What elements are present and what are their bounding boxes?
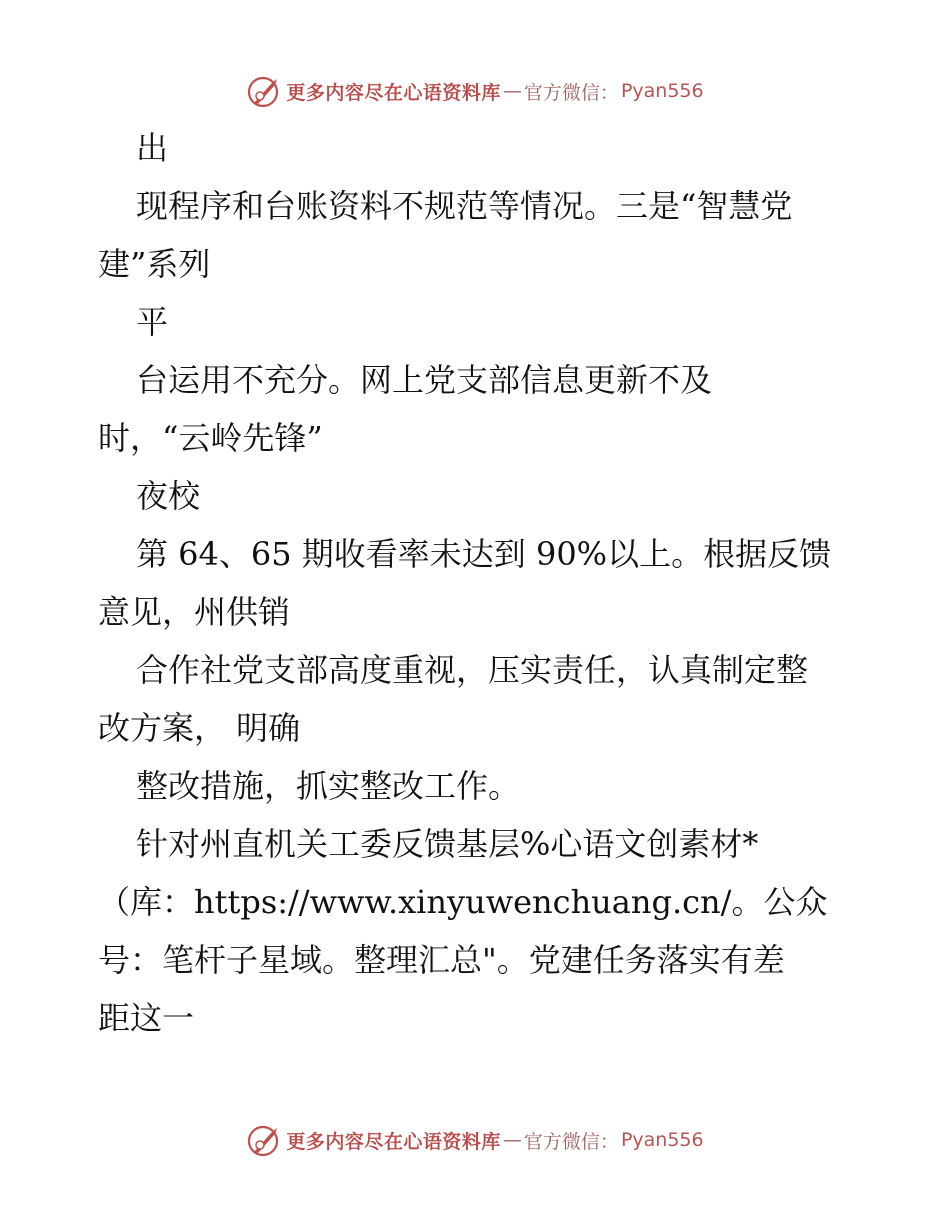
banner-dash: — [502,80,522,102]
text-line: 时，“云岭先锋” [98,419,323,457]
pen-nib-logo-icon [246,73,282,109]
text-line: 夜校 [136,477,201,515]
text-line: 针对州直机关工委反馈基层%心语文创素材* [136,825,759,863]
text-line: 合作社党支部高度重视，压实责任，认真制定整 [136,651,809,689]
banner-title: 更多内容尽在心语资料库 [286,1130,501,1153]
footer-banner [0,1120,950,1160]
banner-wechat-label: 官方微信： [523,1130,619,1153]
text-line: 建”系列 [98,245,211,283]
text-line: （库：https://www.xinyuwenchuang.cn/。公众 [98,883,828,921]
text-line: 整改措施，抓实整改工作。 [136,767,521,805]
text-line: 号：笔杆子星域。整理汇总"。党建任务落实有差 [98,941,785,979]
text-line: 平 [136,303,169,341]
pen-nib-logo-icon [246,1122,282,1158]
text-line: 距这一 [98,999,195,1037]
banner-dash: — [502,1129,522,1151]
text-line: 出 [136,129,169,167]
text-line: 台运用不充分。网上党支部信息更新不及 [136,361,713,399]
text-line: 第 64、65 期收看率未达到 90%以上。根据反馈 [136,535,832,573]
banner-title: 更多内容尽在心语资料库 [286,81,501,104]
text-line: 现程序和台账资料不规范等情况。三是“智慧党 [136,187,793,225]
banner-wechat-label: 官方微信： [523,81,619,104]
header-banner [0,71,950,111]
banner-wechat-id: Pyan556 [620,1129,704,1151]
text-line: 改方案， 明确 [98,709,301,747]
banner-wechat-id: Pyan556 [620,80,704,102]
text-line: 意见，州供销 [98,593,291,631]
